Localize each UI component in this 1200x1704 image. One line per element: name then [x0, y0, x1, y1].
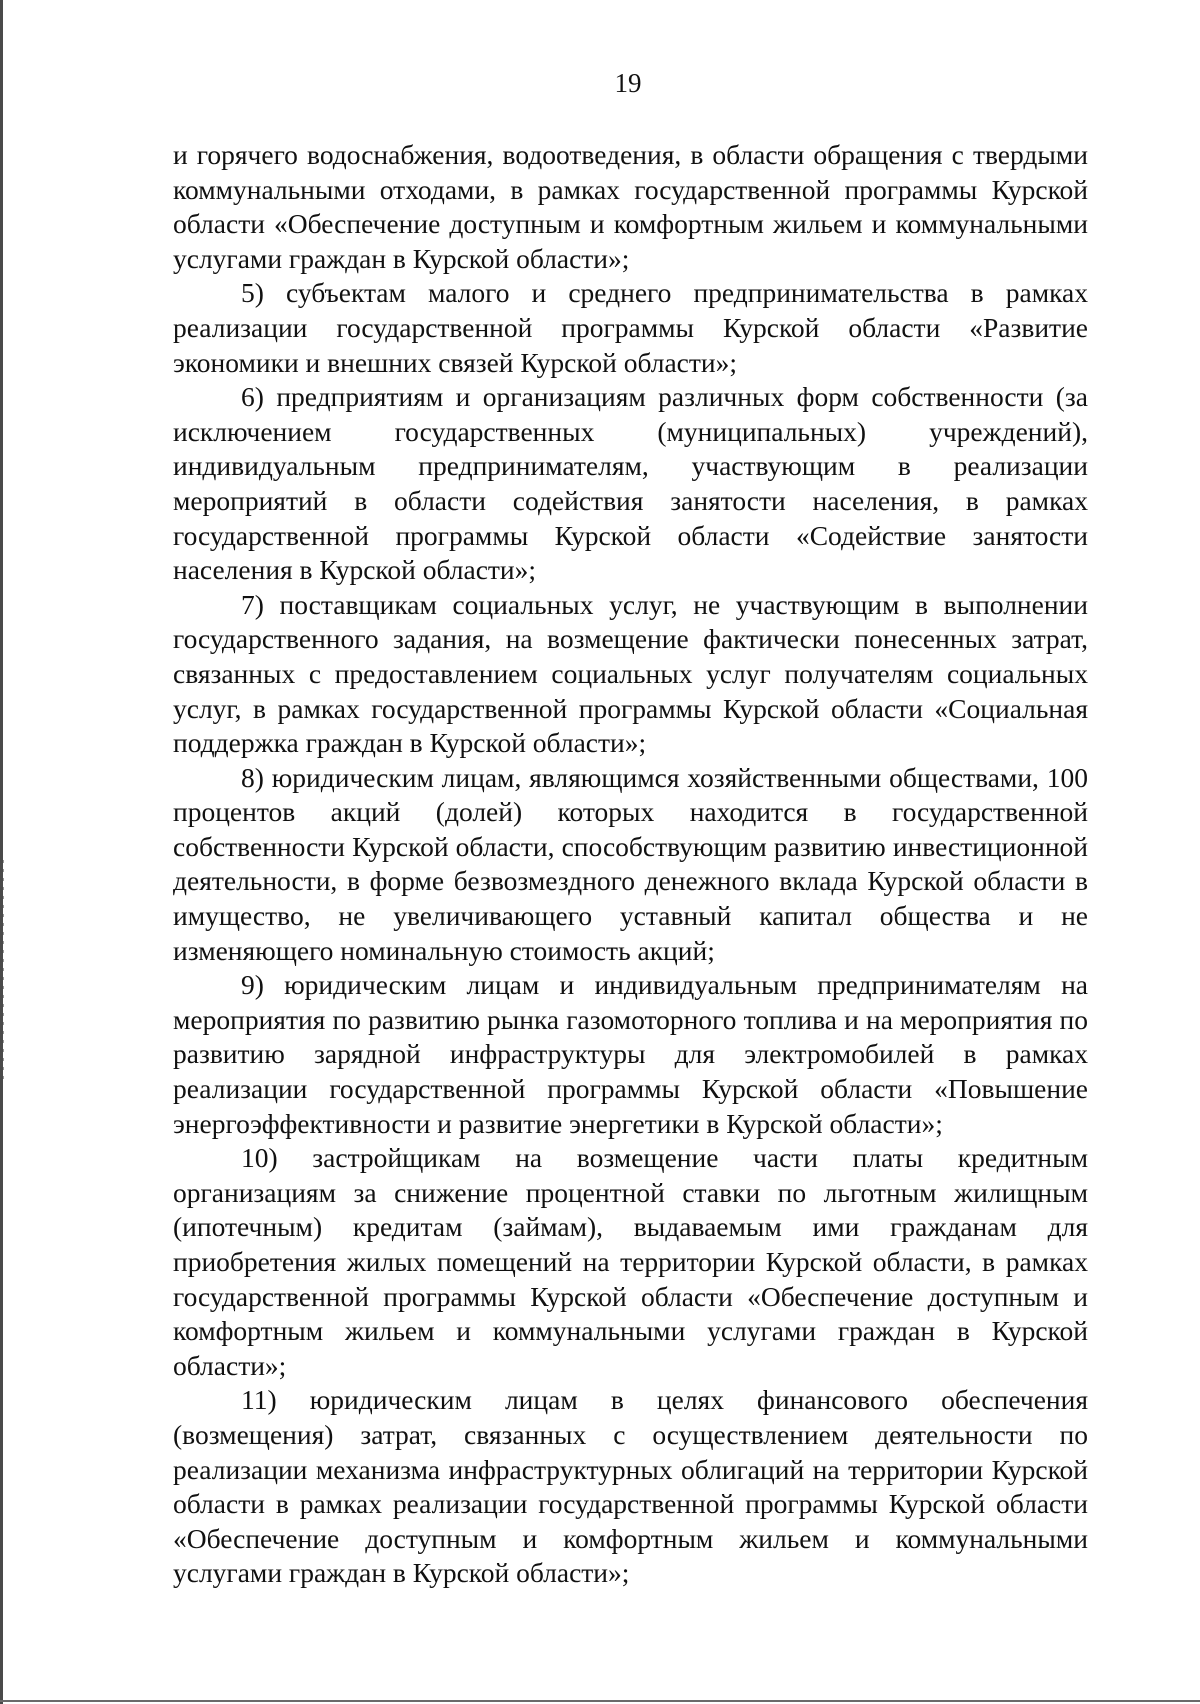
paragraph-item-9: 9) юридическим лицам и индивидуальным предпринимателям на мероприятия по развитию рынка газомоторного топлива и на мероприятия по развитию зарядной инфраструктуры для электромобилей в рамках реализации государственной программы Курской области «Повышение энергоэффективности и развитие энергетики в Курской области»; — [173, 969, 1088, 1139]
scan-bottom-edge — [0, 1700, 1200, 1702]
paragraph-item-5: 5) субъектам малого и среднего предпринимательства в рамках реализации государственной программы Курской области «Развитие экономики и внешних связей Курской области»; — [173, 277, 1088, 378]
scan-edge-marks — [3, 860, 4, 1080]
paragraph-item-10: 10) застройщикам на возмещение части платы кредитным организациям за снижение процентной ставки по льготным жилищным (ипотечным) кредитам (займам), выдаваемым ими гражданам для приобретения жилых помещений на территории Курской области, в рамках государственной программы Курской области «Обеспечение доступным и комфортным жильем и коммунальными услугами граждан в Курской области»; — [173, 1142, 1088, 1381]
paragraph-continuation: и горячего водоснабжения, водоотведения, в области обращения с твердыми коммунальными отходами, в рамках государственной программы Курской области «Обеспечение доступным и комфортным жильем и коммунальными услугами граждан в Курской области»; — [173, 139, 1088, 274]
paragraph-item-8: 8) юридическим лицам, являющимся хозяйственными обществами, 100 процентов акций (долей) которых находится в государственной собственности Курской области, способствующим развитию инвестиционной деятельности, в форме безвозмездного денежного вклада Курской области в имущество, не увеличивающего уставный капитал общества и не изменяющего номинальную стоимость акций; — [173, 761, 1088, 966]
paragraph-item-6: 6) предприятиям и организациям различных форм собственности (за исключением государственных (муниципальных) учреждений), индивидуальным предпринимателям, участвующим в реализации мероприятий в области содействия занятости населения, в рамках государственной программы Курской области «Содействие занятости населения в Курской области»; — [173, 381, 1088, 586]
paragraph-item-7: 7) поставщикам социальных услуг, не участвующим в выполнении государственного задания, на возмещение фактически понесенных затрат, связанных с предоставлением социальных услуг получателям социальных услуг, в рамках государственной программы Курской области «Социальная поддержка граждан в Курской области»; — [173, 588, 1088, 759]
document-body — [173, 138, 1088, 1591]
paragraph-item-11: 11) юридическим лицам в целях финансового обеспечения (возмещения) затрат, связанных с осуществлением деятельности по реализации механизма инфраструктурных облигаций на территории Курской области в рамках реализации государственной программы Курской области «Обеспечение доступным и комфортным жильем и коммунальными услугами граждан в Курской области»; — [173, 1384, 1088, 1589]
scan-left-edge — [0, 0, 3, 1704]
page-number: 19 — [614, 68, 642, 98]
